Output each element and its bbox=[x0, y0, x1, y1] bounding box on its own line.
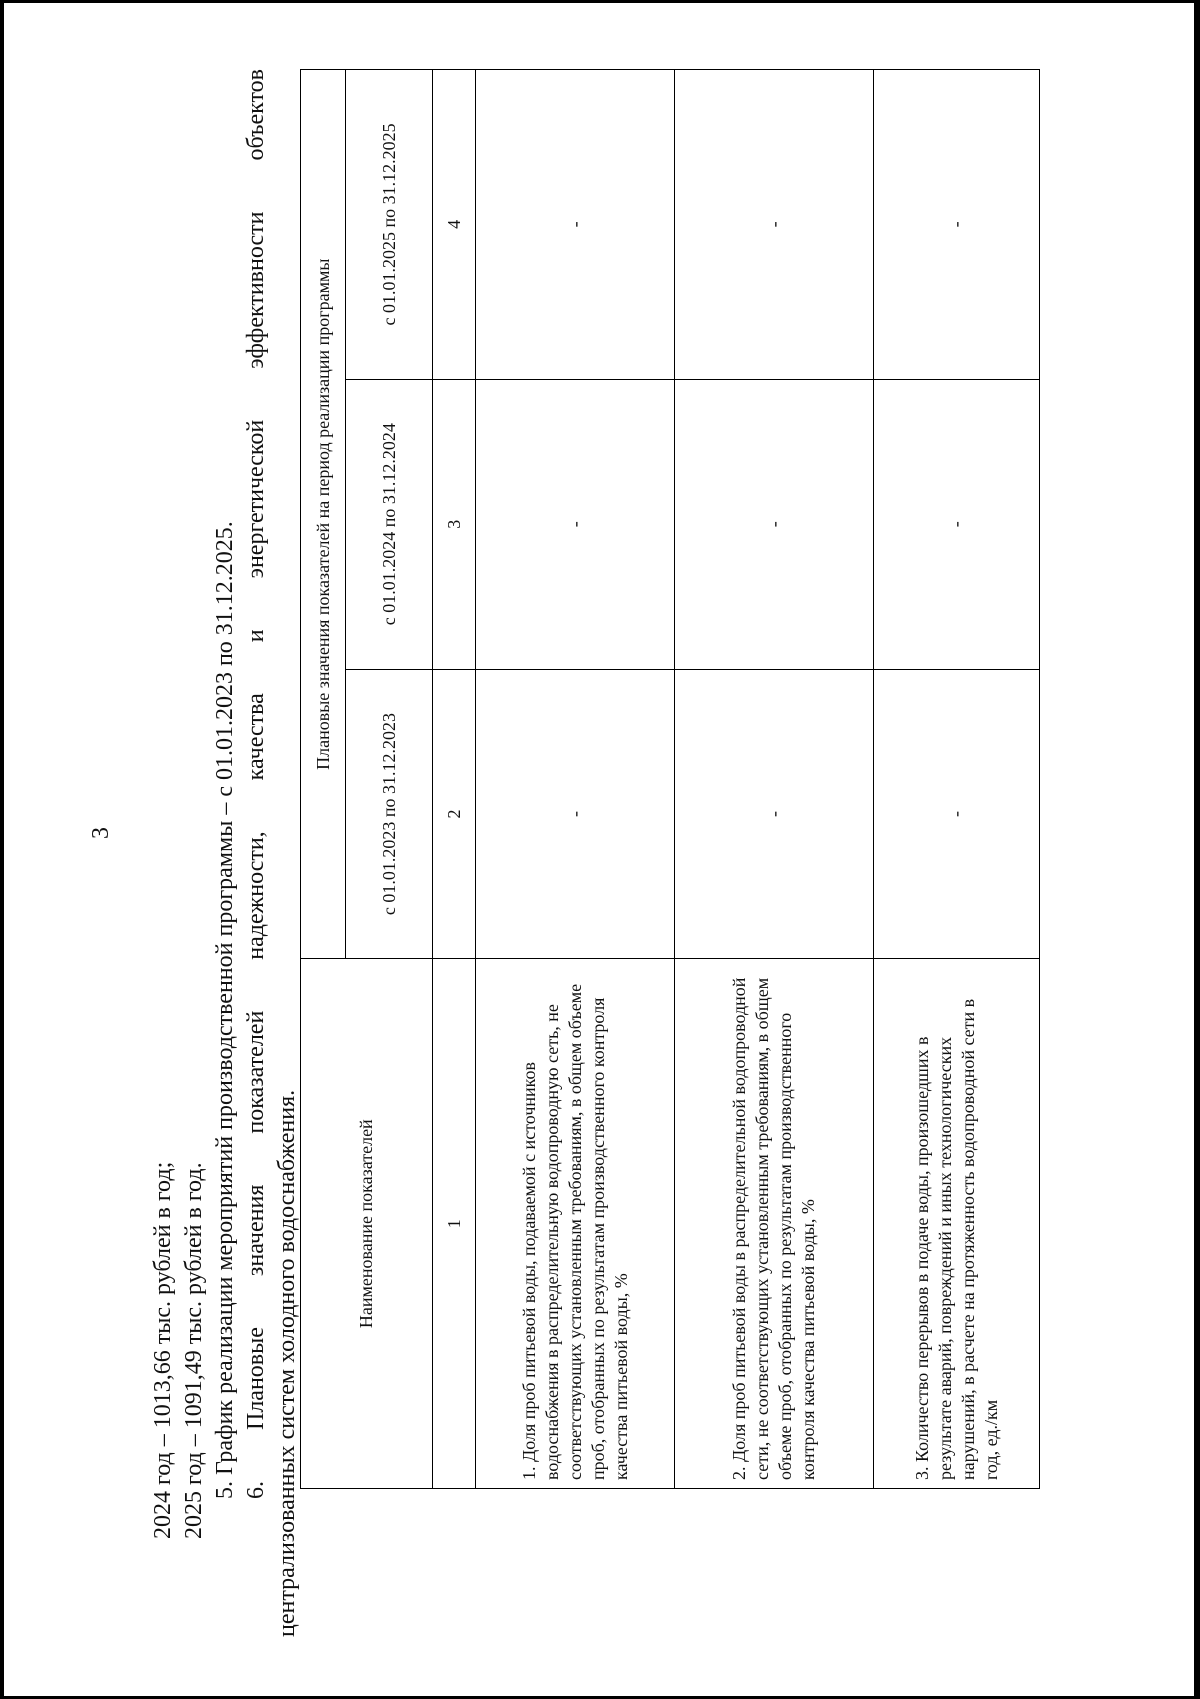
intro-text bbox=[148, 69, 303, 1637]
column-number: 4 bbox=[433, 70, 476, 380]
indicator-name: 3. Количество перерывов в подаче воды, произошедших в результате аварий, повреждений и иных технологических нарушений, в расчете на протяженность водопроводной сети в год, ед./км bbox=[874, 959, 1040, 1489]
indicator-value: - bbox=[675, 669, 874, 959]
column-numbers-row bbox=[433, 70, 476, 1489]
intro-line-2024: 2024 год – 1013,66 тыс. рублей в год; bbox=[150, 1161, 176, 1539]
indicator-name: 1. Доля проб питьевой воды, подаваемой с источников водоснабжения в распределительную водопроводную сеть, не соответствующих установленным требованиям, в общем объеме проб, отобранных по результатам производственного контроля качества питьевой воды, % bbox=[476, 959, 675, 1489]
intro-word: эффективности bbox=[243, 211, 269, 369]
header-name: Наименование показателей bbox=[301, 959, 433, 1489]
header-period-2023: с 01.01.2023 по 31.12.2023 bbox=[346, 669, 433, 959]
intro-word: показателей bbox=[243, 1010, 269, 1134]
header-period-2025: с 01.01.2025 по 31.12.2025 bbox=[346, 70, 433, 380]
indicator-value: - bbox=[874, 70, 1040, 380]
intro-word: объектов bbox=[243, 69, 269, 161]
intro-word: надежности, bbox=[243, 831, 269, 960]
indicator-value: - bbox=[874, 379, 1040, 669]
intro-word: Плановые bbox=[243, 1327, 269, 1430]
indicator-value: - bbox=[476, 669, 675, 959]
intro-line-continuation: централизованных систем холодного водоснабжения. bbox=[274, 1089, 300, 1637]
indicator-value: - bbox=[476, 379, 675, 669]
column-number: 1 bbox=[433, 959, 476, 1489]
intro-line-section6 bbox=[241, 69, 272, 1539]
table-row bbox=[675, 70, 874, 1489]
column-number: 2 bbox=[433, 669, 476, 959]
table-row bbox=[874, 70, 1040, 1489]
indicator-value: - bbox=[874, 669, 1040, 959]
indicators-table bbox=[300, 69, 1040, 1489]
indicator-value: - bbox=[675, 70, 874, 380]
indicator-name: 2. Доля проб питьевой воды в распределительной водопроводной сети, не соответствующих установленным требованиям, в общем объеме проб, отобранных по результатам производственного контроля качества питьевой воды, % bbox=[675, 959, 874, 1489]
intro-word: качества bbox=[243, 693, 269, 781]
indicator-value: - bbox=[675, 379, 874, 669]
page-number: 3 bbox=[88, 827, 114, 839]
column-number: 3 bbox=[433, 379, 476, 669]
table-row bbox=[476, 70, 675, 1489]
intro-word: значения bbox=[243, 1184, 269, 1277]
intro-word: 6. bbox=[243, 1481, 269, 1499]
header-period-2024: с 01.01.2024 по 31.12.2024 bbox=[346, 379, 433, 669]
header-plan: Плановые значения показателей на период реализации программы bbox=[301, 70, 346, 959]
intro-line-schedule: 5. График реализации мероприятий производственной программы – с 01.01.2023 по 31.12.2025. bbox=[212, 521, 238, 1499]
intro-line-2025: 2025 год – 1091,49 тыс. рублей в год. bbox=[181, 1162, 207, 1539]
header-row bbox=[301, 70, 346, 1489]
intro-word: энергетической bbox=[243, 419, 269, 579]
indicator-value: - bbox=[476, 70, 675, 380]
intro-word: и bbox=[243, 629, 269, 643]
